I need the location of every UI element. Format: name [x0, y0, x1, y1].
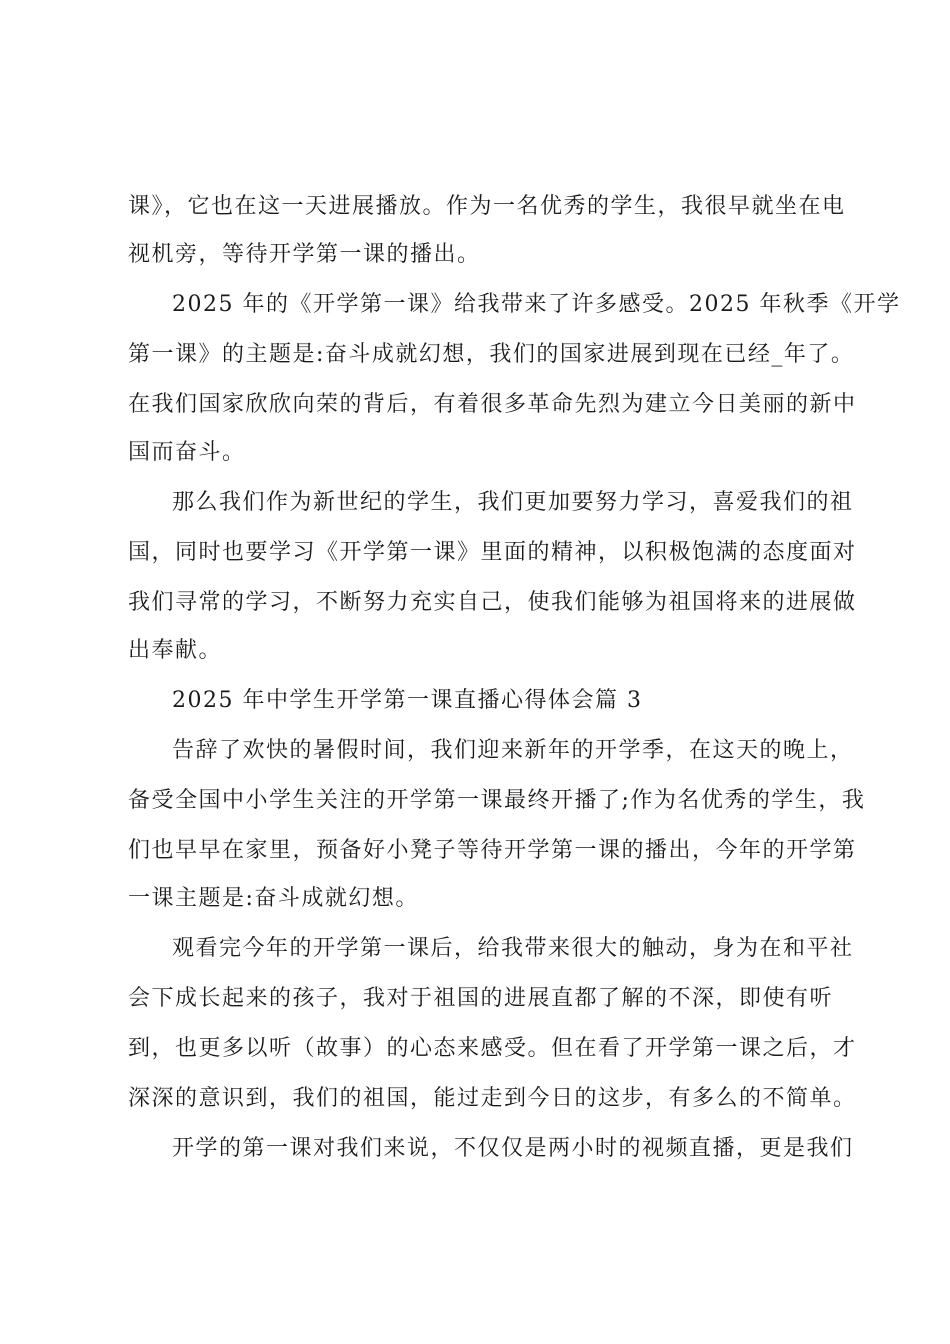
text-line: 在我们国家欣欣向荣的背后，有着很多革命先烈为建立今日美丽的新中: [128, 392, 857, 417]
text-line: 课》，它也在这一天进展播放。作为一名优秀的学生，我很早就坐在电: [128, 194, 846, 219]
paragraph-start-line: 开学的第一课对我们来说，不仅仅是两小时的视频直播，更是我们: [172, 1136, 854, 1161]
paragraph-start-line: 观看完今年的开学第一课后，给我带来很大的触动，身为在和平社: [172, 936, 854, 961]
text-line: 我们寻常的学习，不断努力充实自己，使我们能够为祖国将来的进展做: [128, 590, 857, 615]
text-line: 备受全国中小学生关注的开学第一课最终开播了;作为名优秀的学生，我: [128, 788, 866, 813]
text-line: 第一课》的主题是:奋斗成就幻想，我们的国家进展到现在已经_年了。: [128, 342, 855, 367]
text-line: 们也早早在家里，预备好小凳子等待开学第一课的播出，今年的开学第: [128, 838, 857, 863]
text-line: 国，同时也要学习《开学第一课》里面的精神，以积极饱满的态度面对: [128, 540, 857, 565]
text-line: 深深的意识到，我们的祖国，能过走到今日的这步，有多么的不简单。: [128, 1086, 857, 1111]
paragraph-start-line: 那么我们作为新世纪的学生，我们更加要努力学习，喜爱我们的祖: [172, 490, 854, 515]
section-heading: 2025 年中学生开学第一课直播心得体会篇 3: [172, 688, 643, 713]
text-line: 到，也更多以听（故事）的心态来感受。但在看了开学第一课之后，才: [128, 1036, 857, 1061]
text-line: 国而奋斗。: [128, 440, 246, 465]
text-line: 会下成长起来的孩子，我对于祖国的进展直都了解的不深，即使有听: [128, 986, 834, 1011]
text-line: 一课主题是:奋斗成就幻想。: [128, 886, 419, 911]
paragraph-start-line: 2025 年的《开学第一课》给我带来了许多感受。2025 年秋季《开学: [172, 292, 901, 317]
text-line: 出奉献。: [128, 638, 223, 663]
text-line: 视机旁，等待开学第一课的播出。: [128, 242, 481, 267]
paragraph-start-line: 告辞了欢快的暑假时间，我们迎来新年的开学季，在这天的晚上，: [172, 738, 854, 763]
